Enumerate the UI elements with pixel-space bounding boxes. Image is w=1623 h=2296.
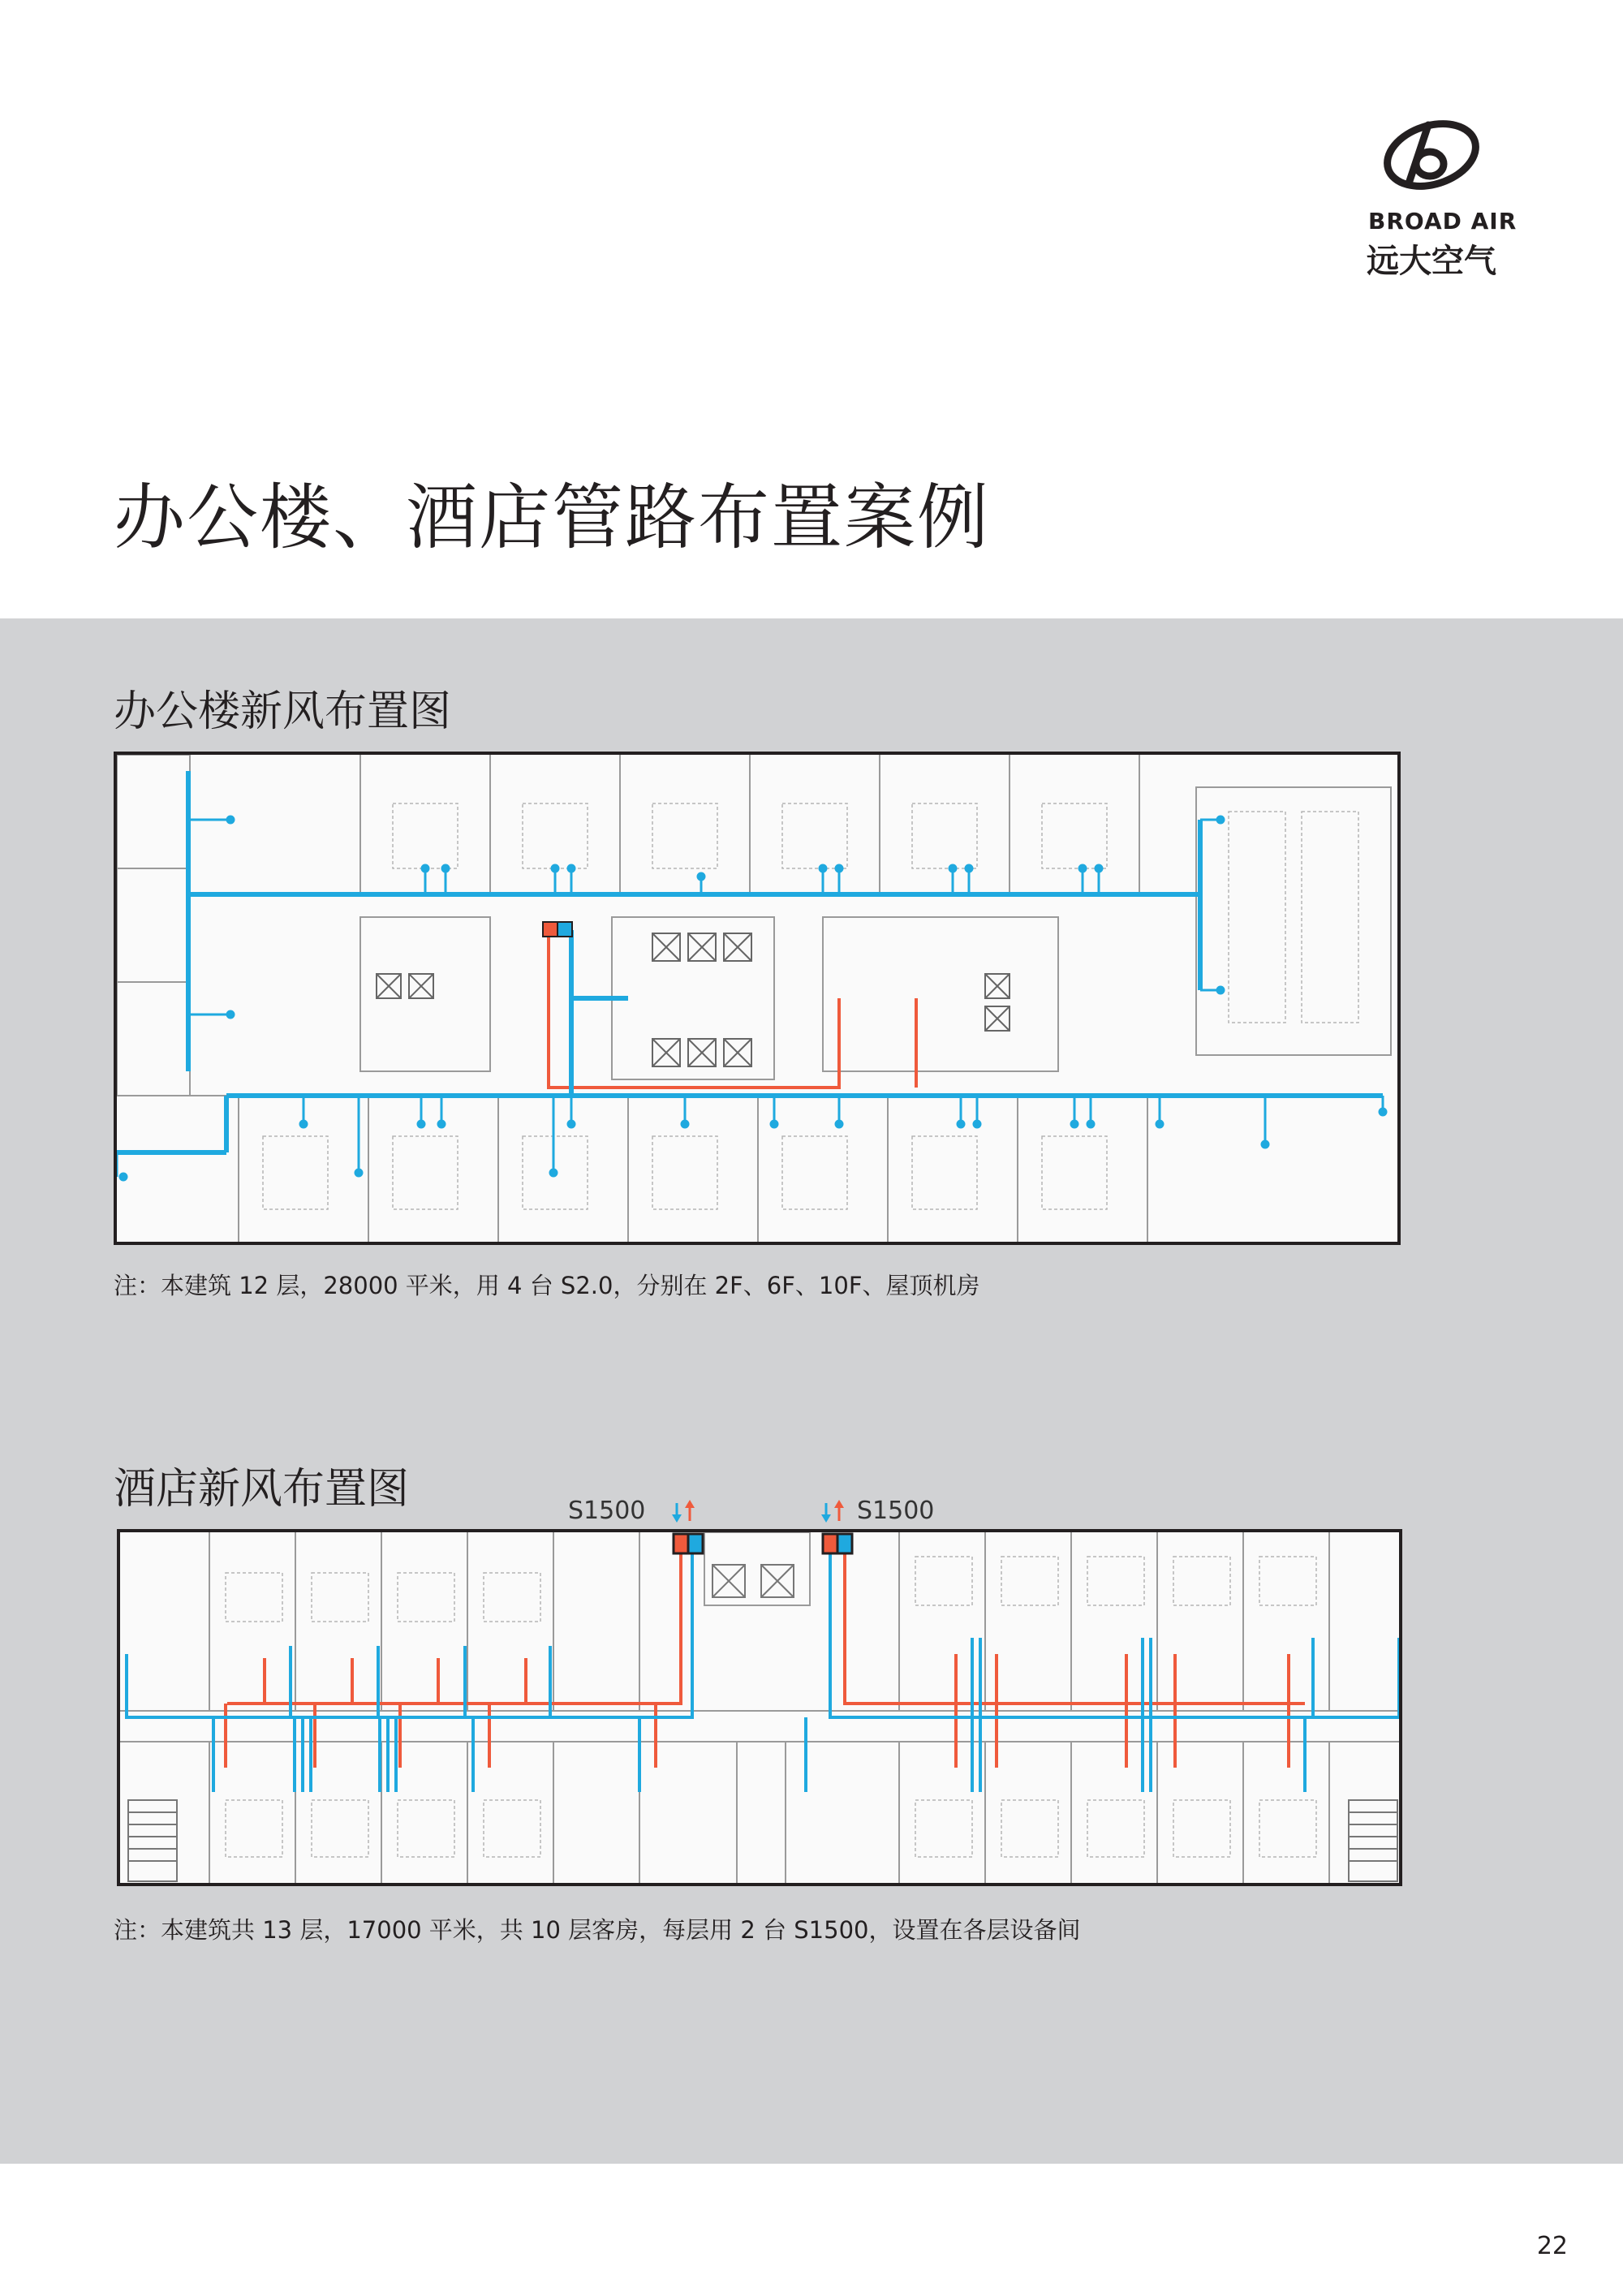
broad-b-logo-icon: [1381, 118, 1482, 192]
office-ahu-unit: [543, 922, 572, 937]
office-floor-plan: [114, 752, 1401, 1245]
hotel-ahu-unit-right: [823, 1534, 852, 1553]
hotel-unit-label-left: S1500: [568, 1497, 646, 1525]
brand-logo: [1362, 114, 1518, 280]
hotel-section-title: 酒店新风布置图: [114, 1465, 410, 1514]
hotel-unit-label-right: S1500: [857, 1497, 935, 1525]
page-number: 22: [1536, 2232, 1568, 2260]
page-title: 办公楼、酒店管路布置案例: [114, 476, 991, 559]
brand-name-cn: 远大空气: [1367, 243, 1496, 280]
brand-name-en: BROAD AIR: [1368, 208, 1518, 235]
hotel-note: 注：本建筑共 13 层，17000 平米，共 10 层客房，每层用 2 台 S1500，设置在各层设备间: [114, 1916, 1081, 1944]
airflow-arrows-icon: [667, 1500, 700, 1524]
airflow-arrows-icon: [816, 1500, 849, 1524]
hotel-floor-plan-drawing: [120, 1532, 1402, 1886]
hotel-floor-plan: [117, 1529, 1402, 1886]
office-floor-plan-drawing: [117, 755, 1401, 1245]
office-note: 注：本建筑 12 层，28000 平米，用 4 台 S2.0，分别在 2F、6F、10F、屋顶机房: [114, 1272, 980, 1299]
office-section-title: 办公楼新风布置图: [114, 687, 452, 736]
hotel-ahu-unit-left: [674, 1534, 703, 1553]
